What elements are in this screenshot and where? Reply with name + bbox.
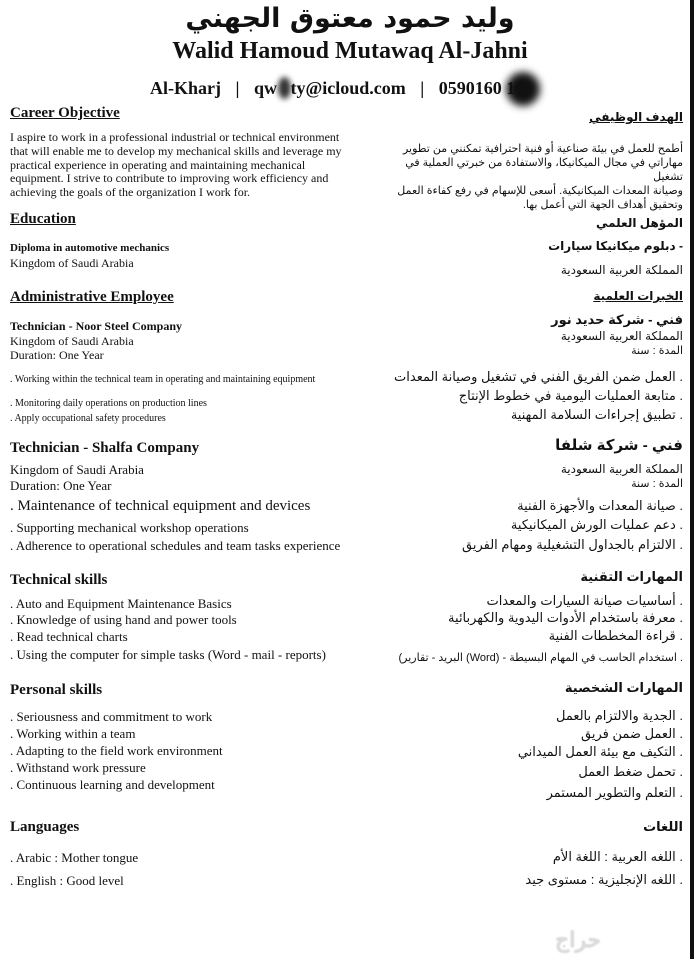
ar-objective-text [373,142,683,212]
ar-job1-duration: المدة : سنة [631,345,683,357]
en-technical-item: . Knowledge of using hand and power tools [10,612,237,627]
en-language-item: . English : Good level [10,873,124,888]
city: Al-Kharj [150,78,221,98]
en-technical-item: . Read technical charts [10,629,128,644]
ar-personal-item: . العمل ضمن فريق [581,726,683,741]
text-line: مهاراتي في مجال الميكانيكا، والاستفادة من خبرتي العملية في تشغيل [405,157,683,183]
ar-job1-country: المملكة العربية السعودية [560,329,683,343]
text-line: that will enable me to develop my mechanical skills and leverage my [10,143,342,158]
ar-technical-item: . استخدام الحاسب في المهام البسيطة - (Word) البريد - تقارير) [398,652,683,664]
ar-job2-title: فني - شركة شلفا [555,437,683,454]
ar-objective-title: الهدف الوظيفي [589,110,683,124]
en-job2-title: Technician - Shalfa Company [10,440,200,456]
en-education-title: Education [10,211,76,227]
ar-personal-item: . تحمل ضغط العمل [578,764,683,779]
en-job1-title: Technician - Noor Steel Company [10,319,183,333]
ar-education-title: المؤهل العلمي [595,216,683,230]
text-line: equipment. I strive to contribute to improving work efficiency and [10,171,329,186]
ar-experience-title: الخبرات العلمية [593,289,683,303]
ar-job2-bullet: . الالتزام بالجداول التشغيلية ومهام الفريق [461,537,683,552]
ar-job2-duration: المدة : سنة [631,478,683,490]
ar-technical-item: . أساسيات صيانة السيارات والمعدات [486,593,683,608]
email-wrapper [254,79,406,97]
name-english: Walid Hamoud Mutawaq Al-Jahni [172,38,528,64]
text-line: أطمح للعمل في بيئة صناعية أو فنية احترافية تمكنني من تطوير [402,143,683,155]
en-objective-text [10,131,342,200]
en-job2-duration: Duration: One Year [10,478,112,493]
en-personal-item: . Working within a team [10,726,136,741]
en-job2-bullet: . Maintenance of technical equipment and devices [10,498,311,514]
ar-job1-bullet: . تطبيق إجراءات السلامة المهنية [510,407,683,422]
text-line: I aspire to work in a professional industrial or technical environment [10,130,340,144]
en-experience-title: Administrative Employee [10,289,174,305]
ar-language-item: . اللغه العربية : اللغة الأم [552,849,683,864]
phone[interactable]: 0590160 10 [438,78,525,98]
text-line: وصيانة المعدات الميكانيكية. أسعى للإسهام في رفع كفاءة العمل [397,185,683,197]
en-personal-item: . Seriousness and commitment to work [10,709,213,724]
text-line: وتحقيق أهداف الجهة التي أعمل بها. [522,199,683,211]
en-technical-title: Technical skills [10,572,108,588]
text-line: practical experience in operating and maintaining mechanical [10,157,306,172]
en-job2-bullet: . Supporting mechanical workshop operations [10,520,249,535]
ar-job1-title: فني - شركة حديد نور [551,312,683,327]
ar-job1-bullet: . متابعة العمليات اليومية في خطوط الإنتاج [458,388,683,403]
en-languages-title: Languages [10,819,80,835]
en-technical-item: . Auto and Equipment Maintenance Basics [10,596,232,611]
en-edu-country: Kingdom of Saudi Arabia [10,256,134,270]
en-job2-country: Kingdom of Saudi Arabia [10,462,144,477]
en-job2-bullet: . Adherence to operational schedules and team tasks experience [10,538,341,553]
separator: | [235,78,240,98]
en-job1-country: Kingdom of Saudi Arabia [10,334,134,348]
ar-edu-country: المملكة العربية السعودية [560,263,683,277]
name-arabic: وليد حمود معتوق الجهني [185,3,515,34]
en-objective-title: Career Objective [10,105,120,121]
page-edge-border [690,0,694,959]
en-personal-item: . Withstand work pressure [10,760,146,775]
en-degree: Diploma in automotive mechanics [10,242,170,254]
ar-personal-item: . التكيف مع بيئة العمل الميداني [517,744,683,759]
en-job1-duration: Duration: One Year [10,348,104,362]
ar-personal-item: . الجدية والالتزام بالعمل [555,708,683,723]
text-line: achieving the goals of the organization I work for. [10,185,251,200]
email[interactable]: qw ty@icloud.com [253,78,406,98]
ar-job2-country: المملكة العربية السعودية [560,462,683,476]
ar-personal-title: المهارات الشخصية [564,680,683,695]
ar-job2-bullet: . صيانة المعدات والأجهزة الفنية [517,498,683,513]
en-technical-item: . Using the computer for simple tasks (Word - mail - reports) [10,647,326,662]
ar-technical-item: . معرفة باستخدام الأدوات اليدوية والكهربائية [448,610,683,625]
en-job1-bullet: . Working within the technical team in operating and maintaining equipment [10,374,316,385]
en-personal-item: . Adapting to the field work environment [10,743,223,758]
contact-line [150,79,524,97]
en-job1-bullet: . Apply occupational safety procedures [10,413,166,424]
ar-technical-title: المهارات التقنية [580,569,683,584]
en-personal-item: . Continuous learning and development [10,777,215,792]
ar-job2-bullet: . دعم عمليات الورش الميكانيكية [510,517,683,532]
ar-technical-item: . قراءة المخططات الفنية [548,628,683,643]
haraj-watermark: حراج [555,928,602,953]
ar-degree: - دبلوم ميكانيكا سيارات [548,239,683,253]
en-job1-bullet: . Monitoring daily operations on production lines [10,398,207,409]
separator: | [420,78,425,98]
en-personal-title: Personal skills [10,682,103,698]
ar-job1-bullet: . العمل ضمن الفريق الفني في تشغيل وصيانة المعدات [394,369,683,384]
ar-languages-title: اللغات [643,819,683,834]
ar-language-item: . اللغه الإنجليزية : مستوى جيد [525,872,683,887]
ar-personal-item: . التعلم والتطوير المستمر [546,785,683,800]
en-language-item: . Arabic : Mother tongue [10,850,139,865]
